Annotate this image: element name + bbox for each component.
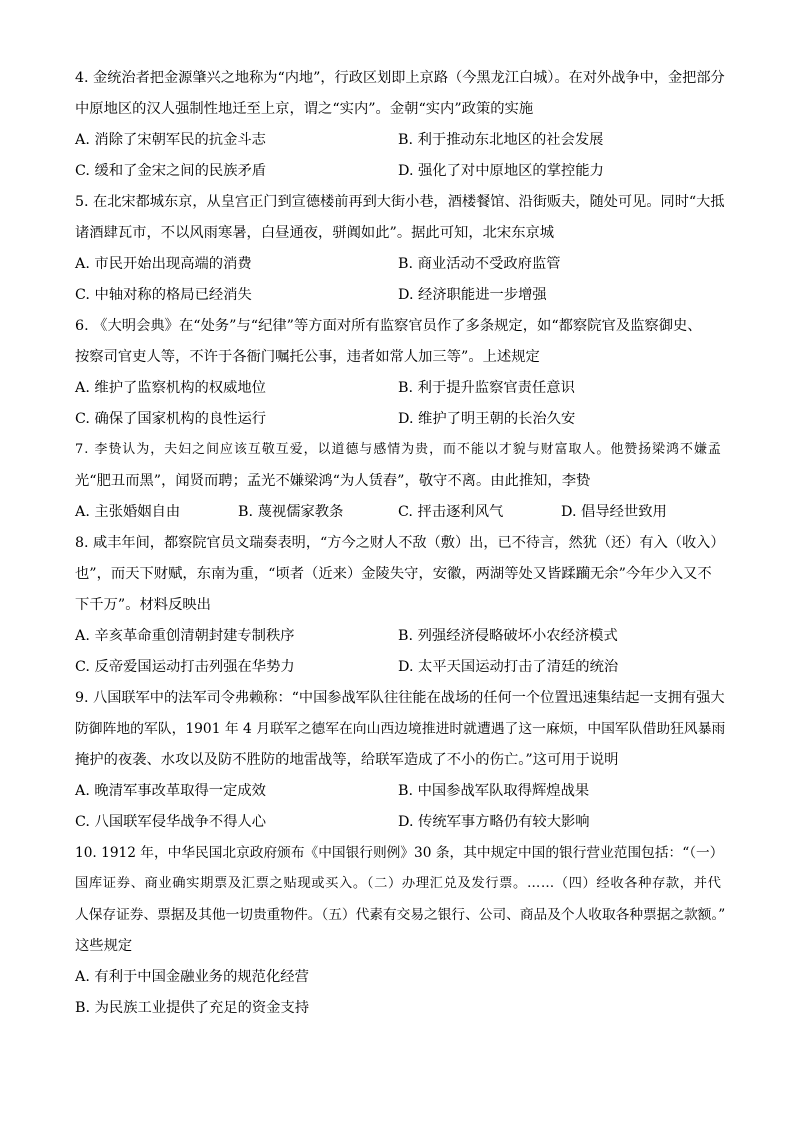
q10-stem-line1: 10. 1912 年，中华民国北京政府颁布《中国银行则例》30 条，其中规定中国的银行营业范围包括：“（一） bbox=[75, 845, 724, 861]
q10-stem-line2: 国库证券、商业确实期票及汇票之贴现或买入。（二）办理汇兑及发行票。……（四）经收各种存款，并代 bbox=[75, 876, 722, 891]
q10-option-b: B. 为民族工业提供了充足的资金支持 bbox=[75, 1000, 310, 1016]
q8-option-c: C. 反帝爱国运动打击列强在华势力 bbox=[75, 659, 295, 675]
q8-option-d: D. 太平天国运动打击了清廷的统治 bbox=[398, 659, 619, 675]
q7-option-c: C. 抨击逐利风气 bbox=[398, 504, 504, 520]
q7-stem-line1: 7. 李贽认为，夫妇之间应该互敬互爱，以道德与感情为贵，而不能以才貌与财富取人。他赞扬梁鸿不嫌孟 bbox=[75, 442, 722, 457]
q9-option-b: B. 中国参战军队取得辉煌战果 bbox=[398, 783, 590, 799]
q8-option-a: A. 辛亥革命重创清朝封建专制秩序 bbox=[75, 628, 295, 644]
q7-option-b: B. 蔑视儒家教条 bbox=[238, 504, 344, 520]
q4-option-c: C. 缓和了金宋之间的民族矛盾 bbox=[75, 163, 267, 179]
q8-stem-line3: 下千万”。材料反映出 bbox=[75, 597, 211, 613]
q8-stem-line2: 也”，而天下财赋，东南为重，“顷者（近来）金陵失守，安徽，两湖等处又皆蹂躏无余”今年少入又不 bbox=[75, 566, 712, 582]
q6-option-d: D. 维护了明王朝的长治久安 bbox=[398, 411, 576, 427]
q6-option-c: C. 确保了国家机构的良性运行 bbox=[75, 411, 267, 427]
q7-stem-line2: 光“肥丑而黑”，闻贤而聘；孟光不嫌梁鸿“为人赁舂”，敬守不离。由此推知，李贽 bbox=[75, 473, 591, 489]
q4-option-b: B. 利于推动东北地区的社会发展 bbox=[398, 132, 604, 148]
q7-option-d: D. 倡导经世致用 bbox=[561, 504, 667, 520]
q5-option-c: C. 中轴对称的格局已经消失 bbox=[75, 287, 252, 303]
q10-stem-line4: 这些规定 bbox=[75, 938, 133, 954]
q9-stem-line1: 9. 八国联军中的法军司令弗赖称：“中国参战军队往往能在战场的任何一个位置迅速集结起一支拥有强大 bbox=[75, 690, 725, 706]
q7-option-a: A. 主张婚姻自由 bbox=[75, 504, 181, 520]
q9-stem-line2: 防御阵地的军队，1901 年 4 月联军之德军在向山西边境推进时就遭遇了这一麻烦，中国军队借助狂风暴雨 bbox=[75, 721, 726, 737]
q6-option-a: A. 维护了监察机构的权威地位 bbox=[75, 380, 266, 396]
q9-stem-line3: 掩护的夜袭、水攻以及防不胜防的地雷战等，给联军造成了不小的伤亡。”这可用于说明 bbox=[75, 752, 619, 768]
q8-option-b: B. 列强经济侵略破坏小农经济模式 bbox=[398, 628, 618, 644]
q5-stem-line2: 诸酒肆瓦市，不以风雨寒暑，白昼通夜，骈阗如此”。据此可知，北宋东京城 bbox=[75, 225, 555, 241]
q5-stem-line1: 5. 在北宋都城东京，从皇宫正门到宣德楼前再到大街小巷，酒楼餐馆、沿街贩夫，随处可见。同时“大抵 bbox=[75, 194, 725, 210]
q9-option-c: C. 八国联军侵华战争不得人心 bbox=[75, 814, 267, 830]
q10-option-a: A. 有利于中国金融业务的规范化经营 bbox=[75, 969, 309, 985]
q5-option-b: B. 商业活动不受政府监管 bbox=[398, 256, 561, 272]
q4-option-d: D. 强化了对中原地区的掌控能力 bbox=[398, 163, 604, 179]
q9-option-a: A. 晚清军事改革取得一定成效 bbox=[75, 783, 266, 799]
q9-option-d: D. 传统军事方略仍有较大影响 bbox=[398, 814, 590, 830]
q6-stem-line1: 6. 《大明会典》在“处务”与“纪律”等方面对所有监察官员作了多条规定，如“都察院官及监察御史、 bbox=[75, 318, 702, 334]
q4-stem-line1: 4. 金统治者把金源肇兴之地称为“内地”，行政区划即上京路（今黑龙江白城）。在对外战争中，金把部分 bbox=[75, 70, 725, 86]
q5-option-a: A. 市民开始出现高端的消费 bbox=[75, 256, 252, 272]
q8-stem-line1: 8. 咸丰年间，都察院官员文瑞奏表明，“方今之财人不敌（敷）出，已不待言，然犹（还）有入（收入） bbox=[75, 535, 725, 551]
q6-stem-line2: 按察司官吏人等，不许于各衙门嘱托公事，违者如常人加三等”。上述规定 bbox=[75, 349, 540, 365]
q5-option-d: D. 经济职能进一步增强 bbox=[398, 287, 547, 303]
q10-stem-line3: 人保存证券、票据及其他一切贵重物件。（五）代素有交易之银行、公司、商品及个人收取各种票据之款额。” bbox=[75, 907, 726, 923]
q4-stem-line2: 中原地区的汉人强制性地迁至上京，谓之“实内”。金朝“实内”政策的实施 bbox=[75, 101, 534, 117]
q4-option-a: A. 消除了宋朝军民的抗金斗志 bbox=[75, 132, 266, 148]
q6-option-b: B. 利于提升监察官责任意识 bbox=[398, 380, 575, 396]
